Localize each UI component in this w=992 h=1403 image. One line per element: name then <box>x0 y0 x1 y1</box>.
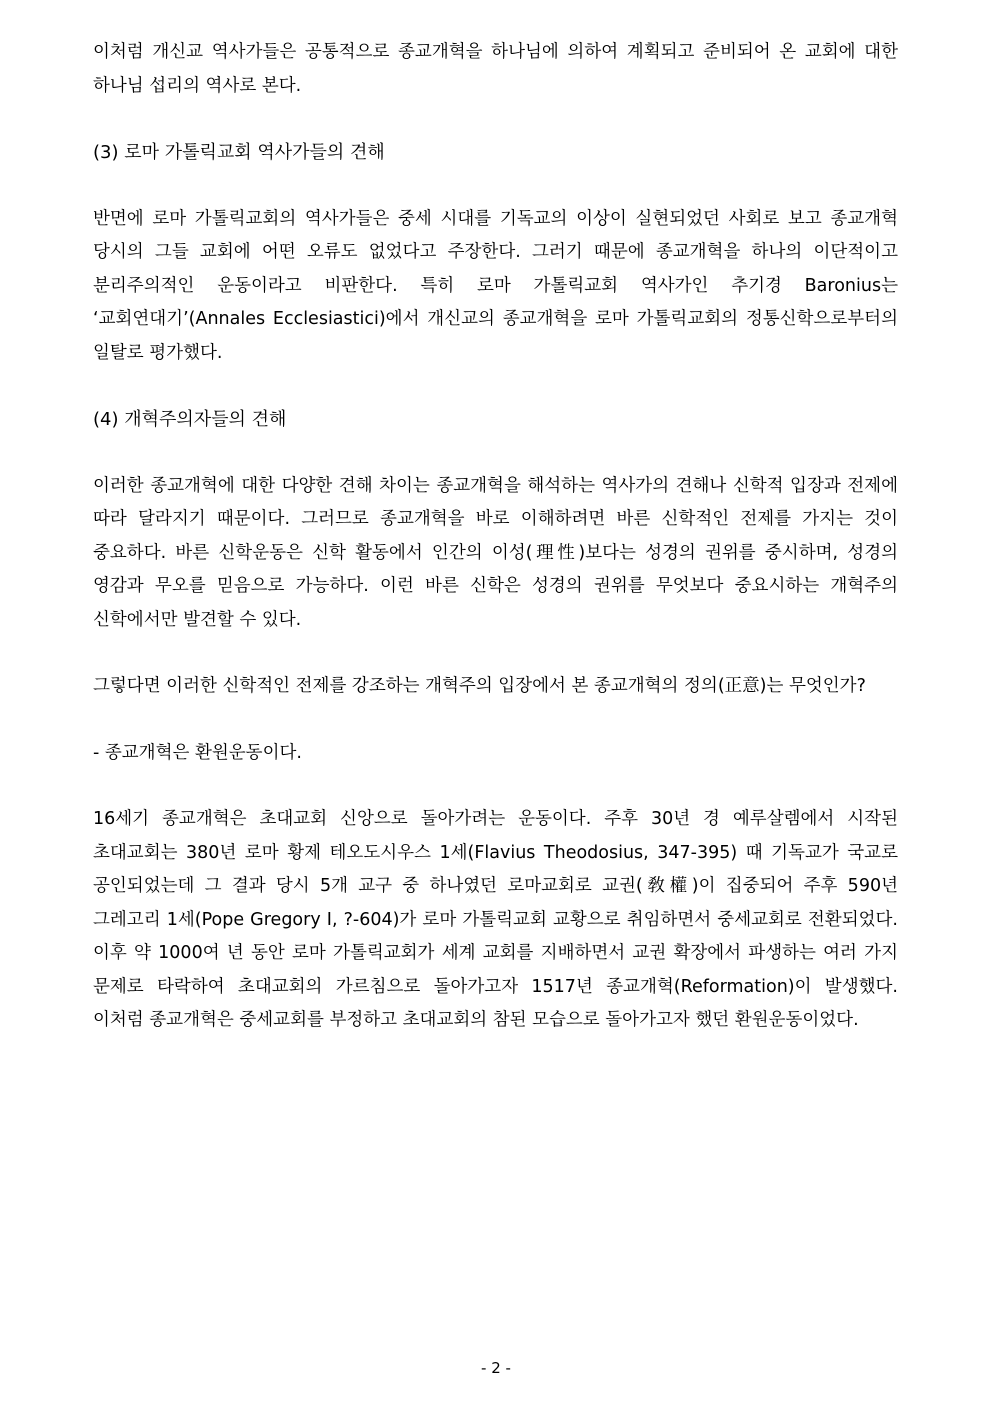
section-4-paragraph: 이러한 종교개혁에 대한 다양한 견해 차이는 종교개혁을 해석하는 역사가의 견해나 신학적 입장과 전제에 따라 달라지기 때문이다. 그러므로 종교개혁을 바로 이해하려면 바른 신학적인 전제를 가지는 것이 중요하다. 바른 신학운동은 신학 활동에서 인간의 이성(理性)보다는 성경의 권위를 중시하며, 성경의 영감과 무오를 믿음으로 가능하다. 이런 바른 신학은 성경의 권위를 무엇보다 중요시하는 개혁주의 신학에서만 발견할 수 있다. <box>93 475 898 630</box>
final-paragraph: 16세기 종교개혁은 초대교회 신앙으로 돌아가려는 운동이다. 주후 30년 경 예루살렘에서 시작된 초대교회는 380년 로마 황제 테오도시우스 1세(Flavius Theodosius, 347-395) 때 기독교가 국교로 공인되었는데 그 결과 당시 5개 교구 중 하나였던 로마교회로 교권(敎權)이 집중되어 주후 590년 그레고리 1세(Pope Gregory I, ?-604)가 로마 가톨릭교회 교황으로 취임하면서 중세교회로 전환되었다. 이후 약 1000여 년 동안 로마 가톨릭교회가 세계 교회를 지배하면서 교권 확장에서 파생하는 여러 가지 문제로 타락하여 초대교회의 가르침으로 돌아가고자 1517년 종교개혁(Reformation)이 발생했다. 이처럼 종교개혁은 중세교회를 부정하고 초대교회의 참된 모습으로 돌아가고자 했던 환원운동이었다. <box>93 809 898 1030</box>
page-number: - 2 - <box>481 1359 511 1377</box>
section-4-heading: (4) 개혁주의자들의 견해 <box>93 409 287 430</box>
bullet-item: - 종교개혁은 환원운동이다. <box>93 742 302 763</box>
document-page <box>93 36 898 1038</box>
section-3-heading: (3) 로마 가톨릭교회 역사가들의 견해 <box>93 142 385 163</box>
intro-paragraph: 이처럼 개신교 역사가들은 공통적으로 종교개혁을 하나님에 의하여 계획되고 준비되어 온 교회에 대한 하나님 섭리의 역사로 본다. <box>93 42 898 96</box>
question-paragraph: 그렇다면 이러한 신학적인 전제를 강조하는 개혁주의 입장에서 본 종교개혁의 정의(正意)는 무엇인가? <box>93 676 866 696</box>
section-3-paragraph: 반면에 로마 가톨릭교회의 역사가들은 중세 시대를 기독교의 이상이 실현되었던 사회로 보고 종교개혁 당시의 그들 교회에 어떤 오류도 없었다고 주장한다. 그러기 때문에 종교개혁을 하나의 이단적이고 분리주의적인 운동이라고 비판한다. 특히 로마 가톨릭교회 역사가인 추기경 Baronius는 ‘교회연대기’(Annales Ecclesiastici)에서 개신교의 종교개혁을 로마 가톨릭교회의 정통신학으로부터의 일탈로 평가했다. <box>93 208 898 363</box>
